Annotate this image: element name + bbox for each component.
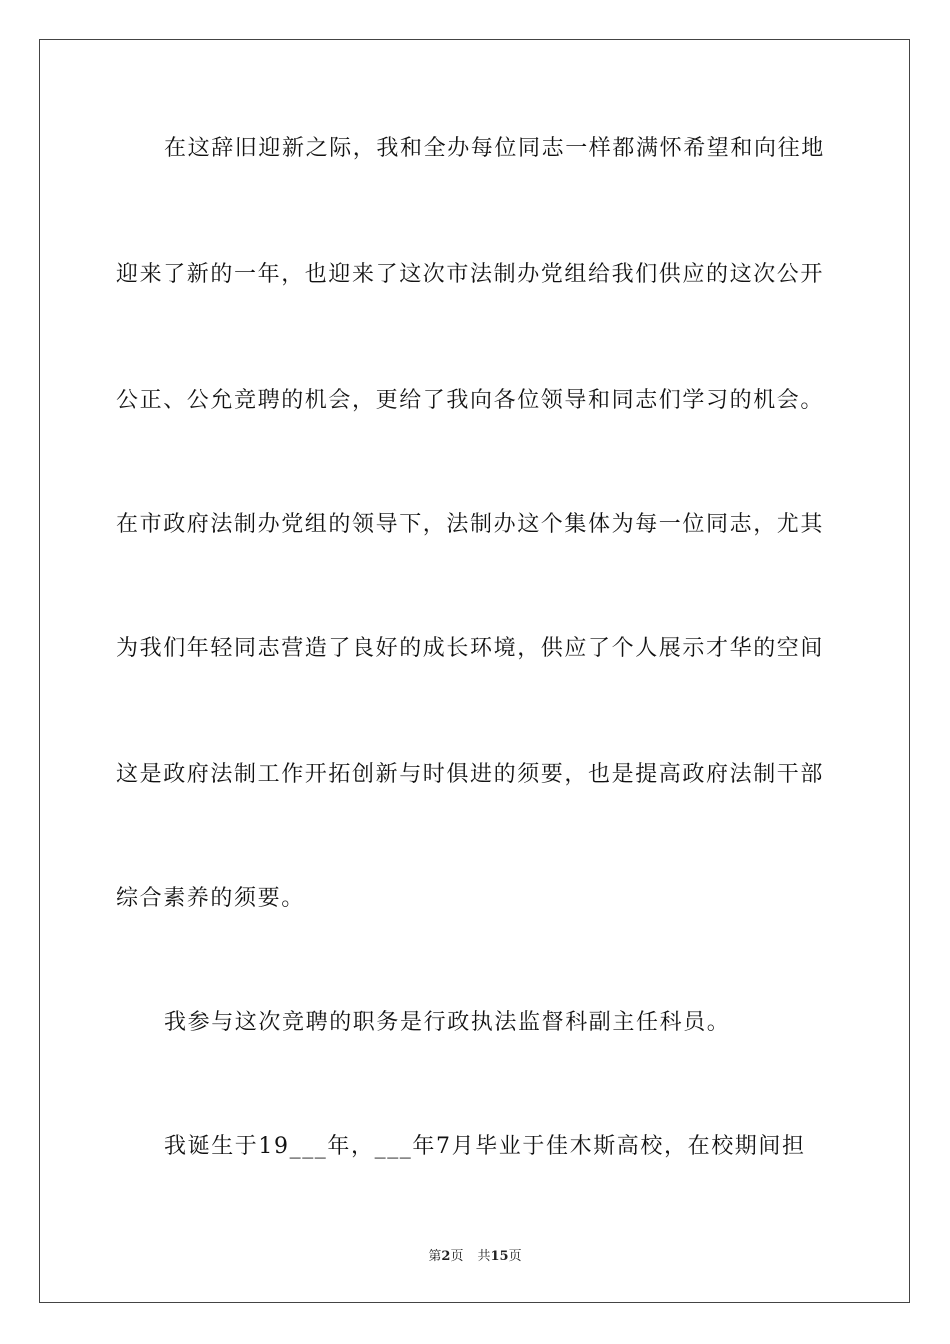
paragraph-line-9: 我诞生于19___年，___年7月毕业于佳木斯高校，在校期间担	[164, 1134, 806, 1159]
page-border	[39, 39, 910, 1303]
paragraph-line-1: 在这辞旧迎新之际，我和全办每位同志一样都满怀希望和向往地	[164, 136, 825, 161]
paragraph-line-3: 公正、公允竞聘的机会，更给了我向各位领导和同志们学习的机会。	[116, 388, 825, 413]
page-suffix: 页	[450, 1249, 464, 1264]
paragraph-line-6: 这是政府法制工作开拓创新与时俱进的须要，也是提高政府法制干部	[116, 762, 825, 787]
paragraph-line-7: 综合素养的须要。	[116, 886, 305, 911]
paragraph-line-2: 迎来了新的一年，也迎来了这次市法制办党组给我们供应的这次公开	[116, 262, 825, 287]
total-prefix: 共	[477, 1249, 491, 1264]
total-pages: 15	[490, 1249, 509, 1264]
page-prefix: 第	[428, 1249, 442, 1264]
page-footer	[0, 1248, 950, 1266]
paragraph-line-5: 为我们年轻同志营造了良好的成长环境，供应了个人展示才华的空间	[116, 636, 825, 661]
page-number: 2	[441, 1249, 451, 1264]
paragraph-line-8: 我参与这次竞聘的职务是行政执法监督科副主任科员。	[164, 1010, 731, 1035]
paragraph-line-4: 在市政府法制办党组的领导下，法制办这个集体为每一位同志，尤其	[116, 512, 825, 537]
total-suffix: 页	[508, 1249, 522, 1264]
